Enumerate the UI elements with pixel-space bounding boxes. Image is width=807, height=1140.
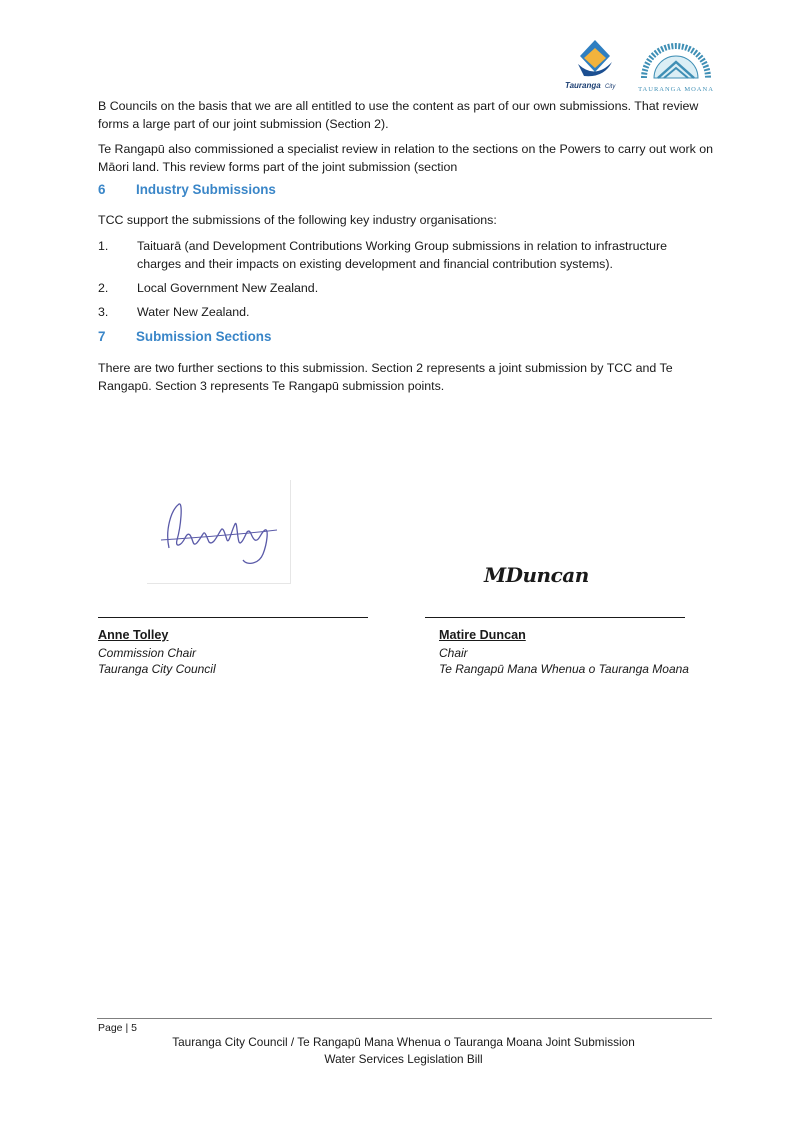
list-item bbox=[98, 279, 688, 297]
section-7-number: 7 bbox=[98, 329, 106, 344]
page-number: Page | 5 bbox=[98, 1022, 137, 1034]
section-6-heading bbox=[98, 182, 276, 197]
list-item-text: Taituarā (and Development Contributions Working Group submissions in relation to infrastructure charges and their impacts on existing development and financial contribution systems). bbox=[137, 239, 668, 271]
footer-line-1: Tauranga City Council / Te Rangapū Mana Whenua o Tauranga Moana Joint Submission bbox=[172, 1035, 635, 1049]
signature-line-right bbox=[425, 617, 685, 618]
signatory-name-right: Matire Duncan bbox=[439, 628, 526, 642]
signatory-org-left: Tauranga City Council bbox=[98, 662, 216, 676]
paragraph-review-content: B Councils on the basis that we are all entitled to use the content as part of our own submissions. That review forms a large part of our joint submission (Section 2). bbox=[98, 99, 699, 131]
svg-text:City: City bbox=[605, 84, 616, 90]
signatory-org-right: Te Rangapū Mana Whenua o Tauranga Moana bbox=[439, 662, 689, 676]
matire-duncan-signature: MDuncan bbox=[484, 563, 589, 587]
footer-line-2: Water Services Legislation Bill bbox=[324, 1052, 483, 1066]
te-rangapu-logo-mark bbox=[636, 34, 716, 96]
te-rangapu-logo bbox=[636, 34, 716, 96]
tauranga-city-logo bbox=[560, 38, 630, 94]
list-item bbox=[98, 237, 688, 273]
section-6-number: 6 bbox=[98, 182, 106, 197]
section-7-heading bbox=[98, 329, 271, 344]
section-6-title: Industry Submissions bbox=[136, 182, 276, 197]
list-item-number: 2. bbox=[98, 281, 109, 295]
svg-text:TAURANGA MOANA: TAURANGA MOANA bbox=[638, 86, 714, 93]
paragraph-submission-sections: There are two further sections to this submission. Section 2 represents a joint submission by TCC and Te Rangapū. Section 3 represents Te Rangapū submission points. bbox=[98, 361, 673, 393]
footer-divider bbox=[97, 1018, 712, 1019]
list-item-number: 3. bbox=[98, 305, 109, 319]
section-7-title: Submission Sections bbox=[136, 329, 272, 344]
tauranga-city-logo-mark bbox=[560, 38, 630, 94]
anne-tolley-signature-image bbox=[147, 480, 291, 584]
signature-line-left bbox=[98, 617, 368, 618]
list-item-text: Local Government New Zealand. bbox=[137, 281, 319, 295]
handwritten-signature-icon bbox=[147, 480, 290, 583]
signatory-role-left: Commission Chair bbox=[98, 646, 197, 660]
signatory-name-left: Anne Tolley bbox=[98, 628, 169, 642]
list-item-number: 1. bbox=[98, 239, 109, 253]
signatory-role-right: Chair bbox=[439, 646, 468, 660]
paragraph-tcc-support: TCC support the submissions of the following key industry organisations: bbox=[98, 213, 497, 227]
list-item-text: Water New Zealand. bbox=[137, 305, 250, 319]
svg-text:Tauranga: Tauranga bbox=[565, 81, 601, 90]
paragraph-specialist-review: Te Rangapū also commissioned a specialist review in relation to the sections on the Powers to carry out work on Māori land. This review forms part of the joint submission (section bbox=[98, 142, 714, 174]
list-item bbox=[98, 303, 688, 321]
